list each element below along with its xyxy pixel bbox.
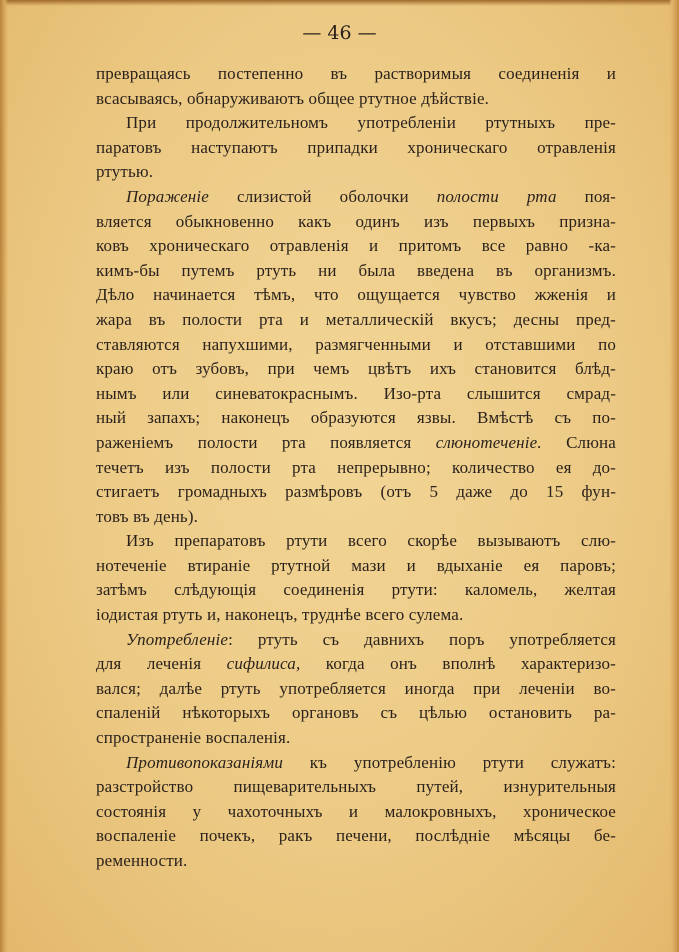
text-line: ременности. [96,851,188,870]
text-line: жара въ полости рта и металлическій вкусъ; десны пред- [96,309,616,329]
body-text [96,62,616,874]
text-line: паратовъ наступаютъ припадки хроническаго отравленія [96,137,616,157]
text-segment: слизистой оболочки [208,186,437,206]
text-line: краю отъ зубовъ, при чемъ цвѣтъ ихъ становится блѣд- [96,359,616,379]
text-line: Дѣло начинается тѣмъ, что ощущается чувство жженія и [96,285,616,305]
italic-term: сифилиса, [226,654,301,674]
text-line: ный запахъ; наконецъ образуются язвы. Вмѣстѣ съ по- [96,408,616,428]
text-line [96,185,616,210]
text-line: іодистая ртуть и, наконецъ, труднѣе всего сулема. [96,605,464,625]
text-line: товъ въ день). [96,506,199,526]
italic-term: полости рта [436,186,557,206]
text-line: затѣмъ слѣдующія соединенія ртути: каломель, желтая [96,580,616,600]
text-segment: для леченія [96,654,227,674]
text-line: ставляются напухшими, размягченными и отставшими по [96,334,616,354]
text-line: вался; далѣе ртуть употребляется иногда при леченіи во- [96,678,616,698]
text-line: ртутью. [96,162,154,182]
text-segment: : ртуть съ давнихъ поръ употребляется [228,629,616,649]
text-line: Изъ препаратовъ ртути всего скорѣе вызываютъ слю- [126,531,616,551]
text-line: ковъ хроническаго отравленія и притомъ все равно -ка- [96,236,616,256]
text-line: состоянія у чахоточныхъ и малокровныхъ, хроническое [96,801,616,821]
text-line: кимъ-бы путемъ ртуть ни была введена въ организмъ. [96,260,616,280]
text-line: всасываясь, обнаруживаютъ общее ртутное дѣйствіе. [96,88,490,108]
text-line: нымъ или синеватокраснымъ. Изо-рта слышится смрад- [96,383,616,403]
italic-term: Употребленіе [126,629,229,649]
text-line: разстройство пищеварительныхъ путей, изнурительныя [96,777,616,797]
page-number: — 46 — [302,22,377,44]
text-segment: раженіемъ полости рта появляется [96,432,436,452]
text-line: течетъ изъ полости рта непрерывно; количество ея до- [96,457,616,477]
text-line: спаленій нѣкоторыхъ органовъ съ цѣлью остановить ра- [96,703,616,723]
text-line: стигаетъ громадныхъ размѣровъ (отъ 5 даже до 15 фун- [96,482,616,502]
text-line [96,652,616,677]
italic-term: слюнотеченіе. [435,432,542,452]
text-line [96,628,616,653]
text-line: При продолжительномъ употребленіи ртутныхъ пре- [126,113,616,133]
text-line: превращаясь постепенно въ растворимыя соединенія и [96,64,616,83]
text-line: воспаленіе почекъ, ракъ печени, послѣдніе мѣсяцы бе- [96,826,616,846]
page-left-edge [0,0,8,952]
text-line: нотеченіе втираніе ртутной мази и вдыханіе ея паровъ; [96,555,616,575]
text-segment: Слюна [541,432,616,452]
text-line: спространеніе воспаленія. [96,728,291,748]
text-segment: къ употребленію ртути служатъ: [282,752,616,772]
text-line: вляется обыкновенно какъ одинъ изъ первыхъ призна- [96,211,616,231]
text-line [96,751,616,776]
text-segment: когда онъ вполнѣ характеризо- [300,654,616,674]
italic-term: Противопоказаніями [126,752,283,772]
text-line [96,431,616,456]
page-top-edge [0,0,679,6]
page-right-edge [669,0,679,952]
text-segment: поя- [556,186,616,206]
italic-term: Пораженіе [126,186,209,206]
